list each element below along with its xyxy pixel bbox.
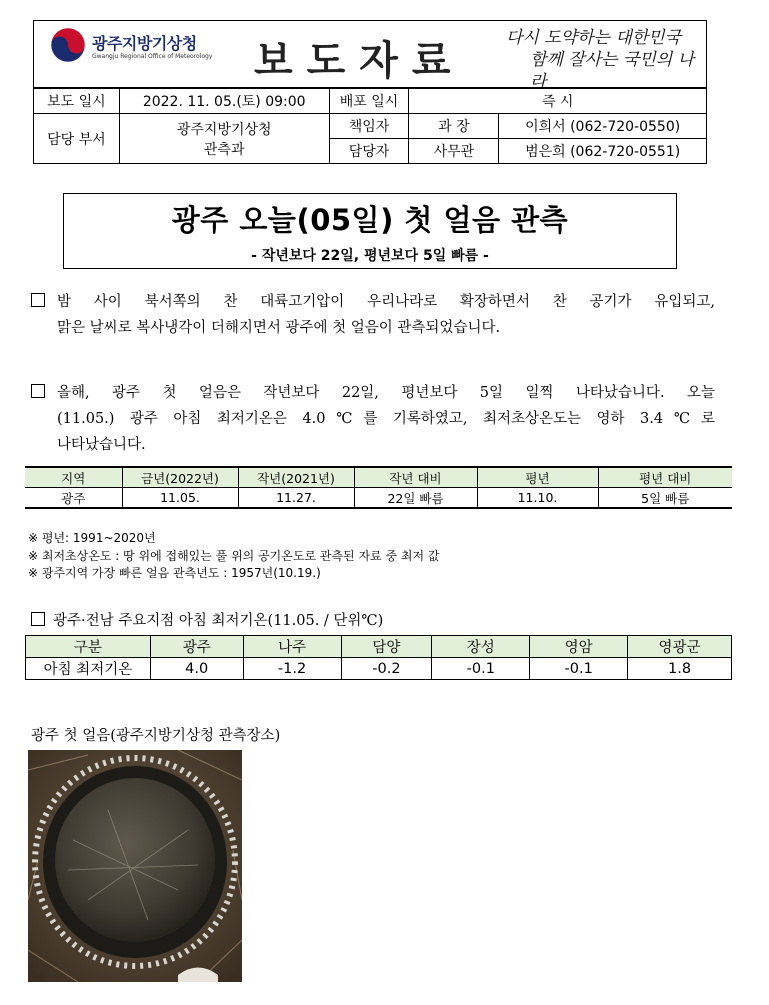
table-row xyxy=(25,488,732,509)
column-header: 영암 xyxy=(530,636,628,658)
photo-caption: 광주 첫 얼음(광주지방기상청 관측장소) xyxy=(31,728,281,744)
table-cell: 1.8 xyxy=(628,658,732,680)
slogan-line-2: 함께 잘사는 국민의 나라 xyxy=(530,50,695,92)
paragraph-2-line-3: 나타났습니다. xyxy=(57,437,146,453)
distribution-date: 즉 시 xyxy=(409,89,707,114)
department-name xyxy=(119,114,329,164)
release-date-label: 보도 일시 xyxy=(34,89,120,114)
paragraph-2 xyxy=(31,380,715,458)
footnotes xyxy=(28,530,439,583)
checkbox-bullet-icon xyxy=(31,384,45,398)
paragraph-1-line-1: 밤 사이 북서쪽의 찬 대륙고기압이 우리나라로 확장하면서 찬 공기가 유입되고, xyxy=(57,294,715,310)
footnote: ※ 최저초상온도 : 땅 위에 접해있는 풀 위의 공기온도로 관측된 자료 중 최저 값 xyxy=(28,548,440,563)
department-label: 담당 부서 xyxy=(34,114,120,164)
table-header-row xyxy=(25,467,732,488)
column-header: 평년 xyxy=(477,467,598,488)
kma-logo xyxy=(50,27,220,71)
min-temperature-table xyxy=(25,635,732,680)
distribution-date-label: 배포 일시 xyxy=(329,89,409,114)
column-header: 지역 xyxy=(25,467,122,488)
checkbox-bullet-icon xyxy=(31,293,45,307)
table-cell: 11.10. xyxy=(477,488,598,509)
footnote: ※ 광주지역 가장 빠른 얼음 관측년도 : 1957년(10.19.) xyxy=(28,566,321,580)
section-min-temp-text: 광주·전남 주요지점 아침 최저기온(11.05. / 단위℃) xyxy=(53,613,384,629)
paragraph-1-line-2: 맑은 날씨로 복사냉각이 더해지면서 광주에 첫 얼음이 관측되었습니다. xyxy=(57,320,501,336)
table-cell: -0.1 xyxy=(432,658,530,680)
column-header: 금년(2022년) xyxy=(122,467,238,488)
footnote: ※ 평년: 1991~2020년 xyxy=(28,531,156,545)
org-name-english: Gwangju Regional Office of Meteorology xyxy=(92,53,213,60)
contact-title: 사무관 xyxy=(409,139,499,164)
paragraph-1 xyxy=(31,289,715,341)
table-cell: 11.05. xyxy=(122,488,238,509)
section-min-temp-title xyxy=(31,609,383,630)
table-header-row xyxy=(26,636,732,658)
taegeuk-logo-icon xyxy=(50,27,86,63)
column-header: 담양 xyxy=(341,636,432,658)
column-header: 영광군 xyxy=(628,636,732,658)
column-header: 작년(2021년) xyxy=(238,467,354,488)
release-date: 2022. 11. 05.(토) 09:00 xyxy=(119,89,329,114)
sub-headline: - 작년보다 22일, 평년보다 5일 빠름 - xyxy=(251,248,489,264)
table-cell: 5일 빠름 xyxy=(598,488,732,509)
headline-box xyxy=(63,193,677,269)
department-line-1: 광주지방기상청 xyxy=(176,121,272,138)
paragraph-2-line-2: (11.05.) 광주 아침 최저기온은 4.0℃를 기록하였고, 최저초상온도는 영하 3.4℃로 xyxy=(57,411,715,427)
contact-info: 범은희 (062-720-0551) xyxy=(499,139,707,164)
contact-label: 담당자 xyxy=(329,139,409,164)
column-header: 작년 대비 xyxy=(354,467,477,488)
paragraph-2-line-1: 올해, 광주 첫 얼음은 작년보다 22일, 평년보다 5일 일찍 나타났습니다. 오늘 xyxy=(57,385,715,401)
column-header: 장성 xyxy=(432,636,530,658)
first-ice-photo xyxy=(28,750,242,982)
manager-contact: 이희서 (062-720-0550) xyxy=(499,114,707,139)
table-cell: 아침 최저기온 xyxy=(26,658,151,680)
headline: 광주 오늘(05일) 첫 얼음 관측 xyxy=(171,203,569,237)
table-cell: -0.1 xyxy=(530,658,628,680)
column-header: 광주 xyxy=(150,636,243,658)
document-type-title: 보도자료 xyxy=(254,37,465,84)
org-name: 광주지방기상청 xyxy=(92,34,197,53)
table-cell: 광주 xyxy=(25,488,122,509)
table-cell: -0.2 xyxy=(341,658,432,680)
manager-title: 과 장 xyxy=(409,114,499,139)
table-cell: -1.2 xyxy=(243,658,341,680)
table-cell: 22일 빠름 xyxy=(354,488,477,509)
column-header: 구분 xyxy=(26,636,151,658)
manager-label: 책임자 xyxy=(329,114,409,139)
column-header: 평년 대비 xyxy=(598,467,732,488)
table-row xyxy=(26,658,732,680)
table-cell: 11.27. xyxy=(238,488,354,509)
checkbox-bullet-icon xyxy=(31,612,45,626)
release-info-table xyxy=(33,88,707,164)
government-slogan xyxy=(506,27,706,93)
table-cell: 4.0 xyxy=(150,658,243,680)
department-line-2: 관측과 xyxy=(203,141,245,158)
press-release-header xyxy=(33,20,707,92)
column-header: 나주 xyxy=(243,636,341,658)
first-ice-comparison-table xyxy=(25,466,732,509)
slogan-line-1: 다시 도약하는 대한민국 xyxy=(506,28,682,48)
